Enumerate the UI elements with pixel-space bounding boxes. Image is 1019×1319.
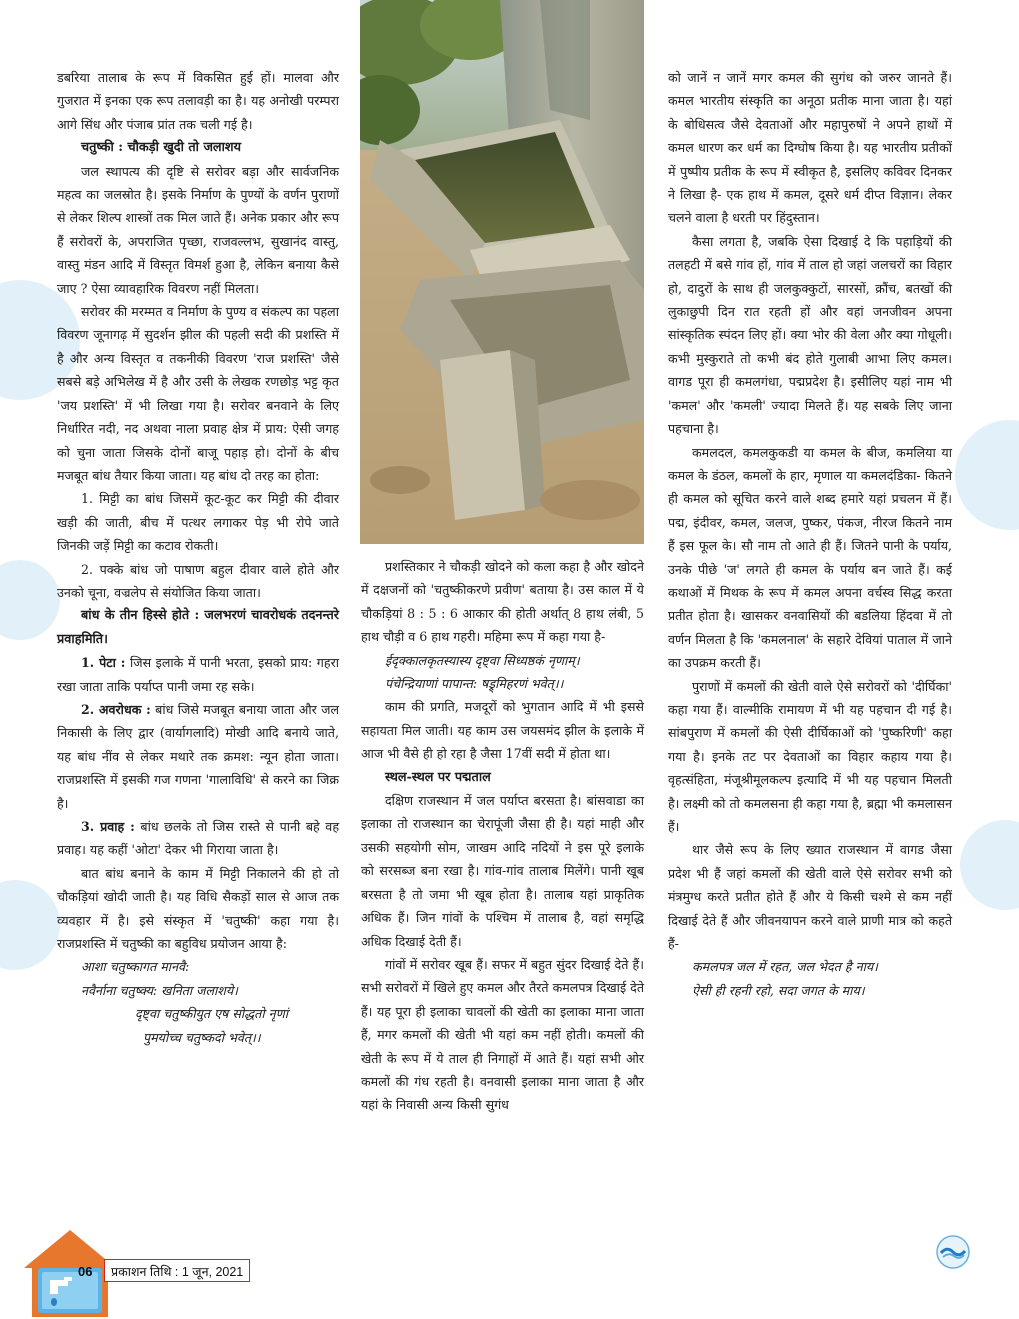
- definition-text: जिस इलाके में पानी भरता, इसको प्राय: गहरा रखा जाता ताकि पर्याप्त पानी जमा रह सके।: [57, 655, 339, 694]
- definition-term: 2. अवरोधक :: [81, 701, 151, 717]
- paragraph: थार जैसे रूप के लिए ख्यात राजस्थान में वागड जैसा प्रदेश भी हैं जहां कमलों की खेती वाले ऐसे सरोवर सभी को मंत्रमुग्ध करते प्रतीत होते हैं और ये किसी चश्मे से कम नहीं दिखाई देते हैं और जीवनयापन करने वाले प्राणी मात्र को कहते हैं-: [668, 842, 952, 952]
- verse-line: पुमयोच्च चतुष्कदो भवेत्।।: [143, 1029, 261, 1045]
- article-column-left: [57, 66, 339, 1049]
- definition-item: [57, 651, 339, 698]
- publish-date-box: [104, 1259, 250, 1282]
- paragraph: सरोवर की मरम्मत व निर्माण के पुण्य व संकल्प का पहला विवरण जूनागढ़ में सुदर्शन झील की पहली सदी की प्रशस्ति में है और अन्य विस्तृत व तकनीकी विवरण 'राज प्रशस्ति' जैसे सबसे बड़े अभिलेख में है और उसी के लेखक रणछोड़ भट्ट कृत 'जय प्रशस्ति' में भी लिखा गया है। सरोवर बनवाने के लिए निर्धारित नदी, नद अथवा नाला प्रवाह क्षेत्र में प्राय: ऐसी जगह को चुना जाता जिसके दोनों बाजू पहाड़ हो। दोनों के बीच मजबूत बांध तैयार किया जाता। यह बांध दो तरह का होता:: [57, 304, 339, 483]
- decorative-bubble: [960, 820, 1019, 910]
- decorative-bubble: [0, 560, 60, 640]
- verse-line: ईदृक्कालकृतस्यास्य दृष्ट्वा सिध्यष्ठकं नृणाम्।: [385, 652, 580, 668]
- article-column-right: [668, 66, 952, 1002]
- paragraph: जल स्थापत्य की दृष्टि से सरोवर बड़ा और सार्वजनिक महत्व का जलस्रोत है। इसके निर्माण के पुण्यों के वर्णन पुराणों से लेकर शिल्प शास्त्रों तक मिल जाते हैं। अनेक प्रकार और रूप हैं सरोवरों के, अपराजित पृच्छा, राजवल्लभ, सुखानंद वास्तु, वास्तु मंडन आदि में विस्तृत विमर्श हुआ है, लेकिन बनाया कैसे जाए ? ऐसा व्यावहारिक विवरण नहीं मिलता।: [57, 163, 339, 296]
- verse-line: ऐसी ही रहनी रहो, सदा जगत के माय।: [692, 982, 865, 998]
- verse-line: दृष्ट्वा चतुष्कीयुत एष सोद्धतो नृणां: [135, 1006, 288, 1022]
- definition-text: बांध जिसे मजबूत बनाया जाता और जल निकासी के लिए द्वार (वार्यागलादि) मोखी आदि बनाये जाते, यह बांध नींव से लेकर मथारे तक क्रमश: न्यून होता जाता। राजप्रशस्ति में इसकी गज गणना 'गालाविधि' से करने का जिक्र है।: [57, 701, 339, 811]
- verse-line: पंचेन्द्रियाणां पापान्त: षड्र्मिहरणं भवेत्।।: [385, 676, 564, 692]
- paragraph: को जानें न जानें मगर कमल की सुगंध को जरुर जानते हैं। कमल भारतीय संस्कृति का अनूठा प्रतीक माना जाता है। यहां के बोधिसत्व जैसे देवताओं और महापुरुषों ने अपने हाथों में कमल धारण कर धर्म का दिग्घोष किया है। यह भारतीय प्रतीकों में पुष्पीय प्रतीक के रूप में स्वीकृत है, इसलिए कविवर दिनकर ने लिखा है- एक हाथ में कमल, दूसरे धर्म दीप्त विज्ञान। लेकर चलने वाला है धरती पर हिंदुस्तान।: [668, 70, 952, 226]
- paragraph: प्रशस्तिकार ने चौकड़ी खोदने को कला कहा है और खोदने में दक्षजनों को 'चतुष्कीकरणे प्रवीण' बताया है। उस काल में ये चौकड़ियां 8 : 5 : 6 आकार की होती अर्थात् 8 हाथ लंबी, 5 हाथ चौड़ी व 6 हाथ गहरी। महिमा रूप में कहा गया है-: [361, 559, 644, 645]
- publish-date: प्रकाशन तिथि : 1 जून, 2021: [111, 1265, 244, 1279]
- water-tank-photo: [360, 0, 644, 544]
- paragraph: कमलदल, कमलकुकडी या कमल के बीज, कमलिया या कमल के डंठल, कमलों के हार, मृणाल या कमलदंडिका- कितने ही कमल को सूचित करने वाले शब्द हमारे यहां प्रचलन में हैं। पद्म, इंदीवर, कमल, जलज, पुष्कर, पंकज, नीरज कितने नाम हैं इस फूल के। सौ नाम तो आते ही हैं। जितने पानी के पर्याय, उनके पीछे 'ज' लगते ही कमल के पर्याय बन जाते हैं। कई कथाओं में मिथक के रूप में कमल अपना वर्चस्व सिद्ध करता प्रतीत होता है। खासकर वनवासियों की बडलिया हिंदवा में तो वर्णन मिलता है कि 'कमलनाल' के सहारे देवियां पाताल में जाने का उपक्रम करती हैं।: [668, 444, 952, 671]
- paragraph: बात बांध बनाने के काम में मिट्टी निकालने की हो तो चौकड़ियां खोदी जाती है। यह विधि सैकड़ों साल से आज तक व्यवहार में है। इसे संस्कृत में 'चतुष्की' कहा गया है। राजप्रशस्ति में चतुष्की का बहुविध प्रयोजन आया है:: [57, 865, 339, 952]
- definition-item: [57, 815, 339, 862]
- paragraph: पुराणों में कमलों की खेती वाले ऐसे सरोवरों को 'दीर्घिका' कहा गया हैं। वाल्मीकि रामायण में भी यह पहचान दी गई है। सांबपुराण में कमलों की ऐसी दीर्घिकाओं को 'पुष्करिणी' कहा गया है। इनके तट पर देवताओं का विहार कहाय गया है। वृहत्संहिता, मंजूश्रीमूलकल्प इत्यादि में भी यह पहचान मिलती है। लक्ष्मी को तो कमलसना ही कहा गया है, ब्रह्मा भी कमलासन हैं।: [668, 678, 952, 834]
- paragraph: कैसा लगता है, जबकि ऐसा दिखाई दे कि पहाड़ियों की तलहटी में बसे गांव हों, गांव में ताल हो जहां जलचरों का विहार हो, दादुरों के साथ ही जलकुक्कुटों, सारसों, क्रौंच, बतखों की लुकाछुपी दिन रात रहती हों और वहां जनजीवन अपना सांस्कृतिक स्पंदन लिए हों। क्या भोर की वेला और क्या गोधूली। कभी मुस्कुराते तो कभी बंद होते गुलाबी आभा लिए कमल। वागड पूरा ही कमलगंधा, पद्मप्रदेश है। इसीलिए यहां नाम भी 'कमल' और 'कमली' ज्यादा मिलते हैं। यह सबके लिए जाना पहचाना है।: [668, 233, 952, 437]
- section-heading: चतुष्की : चौकड़ी खुदी तो जलाशय: [81, 140, 242, 156]
- decorative-bubble: [955, 420, 1019, 530]
- water-drop-logo-icon: [935, 1234, 971, 1270]
- definition-text: बांध छलके तो जिस रास्ते से पानी बहे वह प्रवाह। यह कहीं 'ओटा' देकर भी गिराया जाता है।: [57, 819, 339, 858]
- section-heading: बांध के तीन हिस्से होते : जलभरणं चावरोधकं तदनन्तरे प्रवाहमिति।: [57, 608, 339, 647]
- paragraph: डबरिया तालाब के रूप में विकसित हुई हों। मालवा और गुजरात में इनका एक रूप तलावड़ी का है। यह अनोखी परम्परा आगे सिंध और पंजाब प्रांत तक चली गई है।: [57, 70, 339, 132]
- definition-term: 3. प्रवाह :: [81, 819, 135, 834]
- page-number: 06: [78, 1264, 93, 1279]
- list-item: 2. पक्के बांध जो पाषाण बहुल दीवार वाले होते और उनको चूना, वज्रलेप से संयोजित किया जाता।: [57, 561, 339, 600]
- verse-line: नवैर्नाना चतुष्क्य: खनिता जलाशये।: [81, 982, 238, 998]
- paragraph: गांवों में सरोवर खूब हैं। सफर में बहुत सुंदर दिखाई देते हैं। सभी सरोवरों में खिले हुए कमल और तैरते कमलपत्र दिखाई देते हैं। यह पूरा ही इलाका चावलों की खेती का इलाका माना जाता हैं, मगर कमलों की खेती भी यहां कम नहीं होती। कमलों की खेती के रूप में ये ताल ही निगाहों में आते हैं। यहां सभी ओर कमलों की गंध रहती है। वनवासी इलाका माना जाता है और यहां के निवासी अन्य किसी सुगंध: [361, 956, 644, 1113]
- section-heading: स्थल-स्थल पर पद्मताल: [385, 769, 491, 785]
- paragraph: काम की प्रगति, मजदूरों को भुगतान आदि में भी इससे सहायता मिल जाती। यह काम उस जयसमंद झील के इलाके में आज भी वैसे ही हो रहा है जैसा 17वीं सदी में होता था।: [361, 699, 644, 762]
- list-item: 1. मिट्टी का बांध जिसमें कूट-कूट कर मिट्टी की दीवार खड़ी की जाती, बीच में पत्थर लगाकर पेड़ भी रोपे जाते जिनकी जड़ें मिट्टी का कटाव रोकती।: [57, 491, 339, 554]
- verse-line: कमलपत्र जल में रहत, जल भेदत है नाय।: [692, 959, 878, 975]
- verse-line: आशा चतुष्कागत मानवै:: [81, 959, 190, 975]
- page-footer: [0, 1228, 1019, 1319]
- definition-item: [57, 698, 339, 815]
- paragraph: दक्षिण राजस्थान में जल पर्याप्त बरसता है। बांसवाडा का इलाका तो राजस्थान का चेरापूंजी जैसा ही है। यहां माही और उसकी सहयोगी सोम, जाखम आदि नदियों ने इस पूरे इलाके को सरसब्ज बना रखा है। गांव-गांव तालाब मिलेंगे। पानी खूब बरसता है तो जमा भी खूब होता है। तालाब यहां प्राकृतिक अधिक हैं। जिन गांवों के पश्चिम में तालाब है, वहां समृद्धि अधिक दिखाई देती हैं।: [361, 793, 644, 949]
- definition-term: 1. पेटा :: [81, 655, 126, 671]
- article-column-middle: [361, 555, 644, 1117]
- decorative-bubble: [0, 880, 60, 970]
